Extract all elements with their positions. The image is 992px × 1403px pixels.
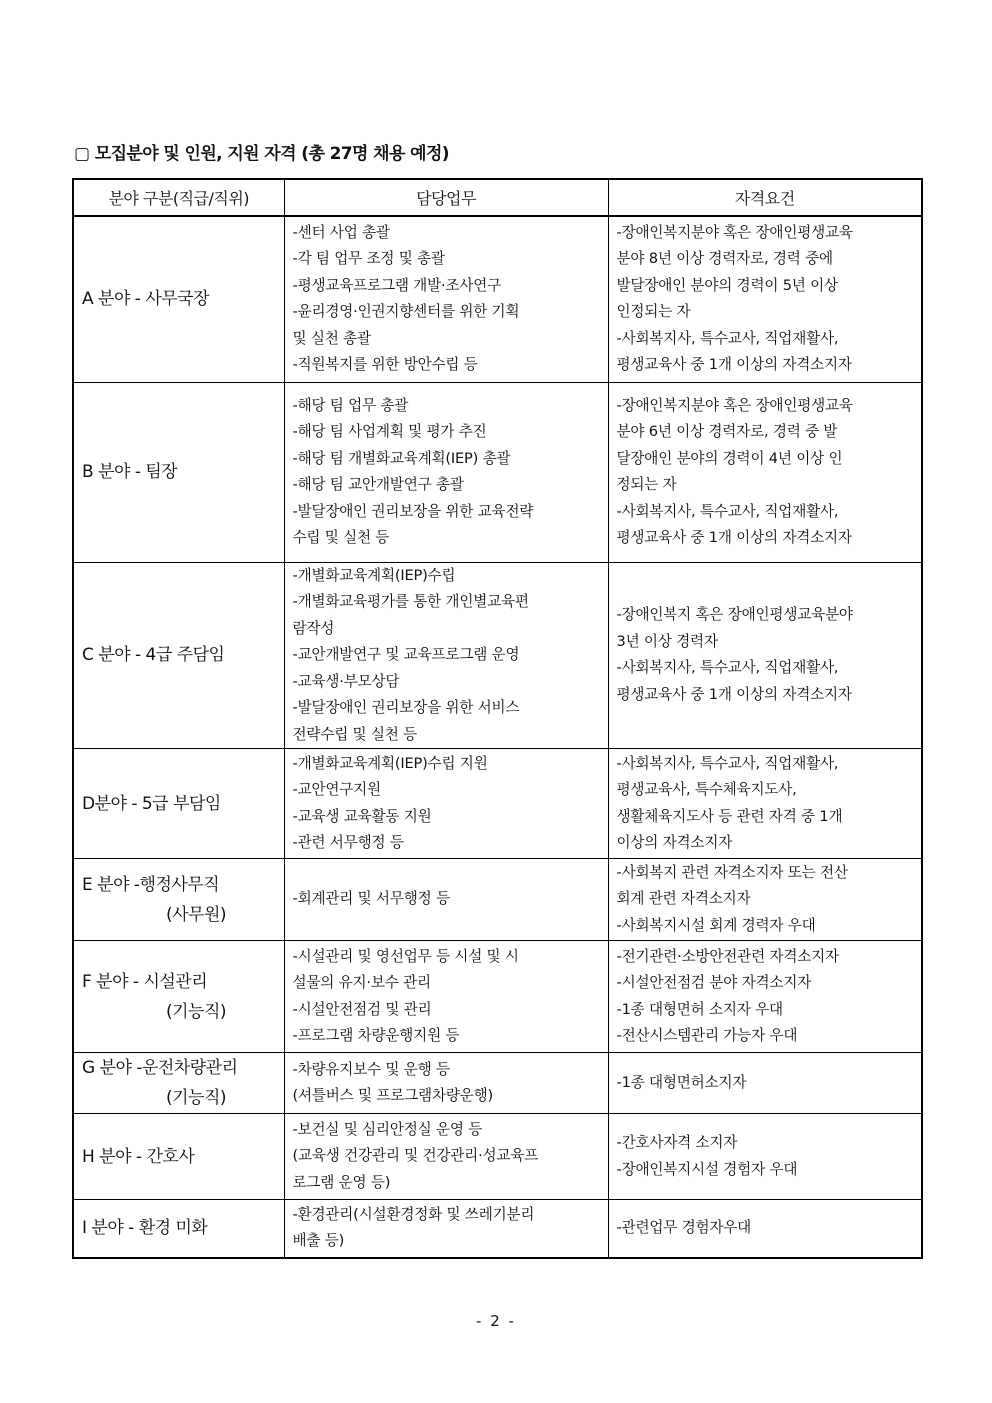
qualifications-cell-line: -1종 대형면허 소지자 우대 — [616, 1000, 783, 1018]
table-header-row — [73, 179, 922, 216]
qualifications-cell-line: -장애인복지시설 경험자 우대 — [616, 1160, 798, 1178]
duties-cell-line: -해당 팀 교안개발연구 총괄 — [292, 476, 464, 493]
recruitment-table — [72, 178, 923, 1259]
qualifications-cell — [608, 382, 922, 562]
duties-cell-line: 배출 등) — [292, 1232, 345, 1250]
duties-cell-line: -직원복지를 위한 방안수립 등 — [292, 356, 478, 374]
duties-cell — [284, 382, 608, 562]
table-row — [73, 1200, 922, 1258]
duties-cell — [284, 749, 608, 859]
duties-cell-line: -발달장애인 권리보장을 위한 서비스 — [292, 699, 520, 716]
duties-cell-line: -해당 팀 사업계획 및 평가 추진 — [292, 423, 487, 440]
category-cell-line: D분야 - 5급 부담임 — [82, 793, 221, 814]
section-title: ▢ 모집분야 및 인원, 지원 자격 (총 27명 채용 예정) — [74, 144, 449, 164]
category-cell — [73, 859, 284, 941]
header-category: 분야 구분(직급/직위) — [73, 179, 284, 216]
qualifications-cell-line: 분야 6년 이상 경력자로, 경력 중 발 — [616, 423, 838, 440]
qualifications-cell-line: -전기관련·소방안전관련 자격소지자 — [616, 947, 839, 965]
category-cell-line: E 분야 -행정사무직 — [82, 874, 220, 895]
table-row — [73, 216, 922, 382]
category-cell — [73, 1053, 284, 1114]
header-qualifications: 자격요건 — [608, 179, 922, 216]
duties-cell-line: 수립 및 실천 등 — [292, 529, 390, 546]
qualifications-cell — [608, 562, 922, 749]
qualifications-cell-line: 평생교육사 중 1개 이상의 자격소지자 — [616, 685, 852, 703]
duties-cell-line: -보건실 및 심리안정실 운영 등 — [292, 1120, 483, 1138]
qualifications-cell-line: 평생교육사, 특수체육지도사, — [616, 781, 797, 798]
category-cell — [73, 1114, 284, 1200]
qualifications-cell-line: -장애인복지분야 혹은 장애인평생교육 — [616, 223, 853, 241]
category-cell — [73, 1200, 284, 1258]
duties-cell — [284, 1200, 608, 1258]
duties-cell-line: -해당 팀 개별화교육계획(IEP) 총괄 — [292, 449, 511, 467]
qualifications-cell-line: 인정되는 자 — [616, 303, 691, 321]
qualifications-cell-line: -간호사자격 소지자 — [616, 1134, 738, 1151]
duties-cell-line: -교육생·부모상담 — [292, 672, 400, 690]
qualifications-cell-line: -1종 대형면허소지자 — [616, 1073, 747, 1091]
category-cell-line: (사무원) — [166, 904, 227, 925]
category-cell-line: G 분야 -운전차량관리 — [82, 1058, 238, 1078]
header-duties: 담당업무 — [284, 179, 608, 216]
category-cell — [73, 562, 284, 749]
duties-cell-line: -차량유지보수 및 운행 등 — [292, 1060, 450, 1078]
category-cell-line: F 분야 - 시설관리 — [82, 971, 208, 992]
qualifications-cell-line: -사회복지사, 특수교사, 직업재활사, — [616, 329, 839, 347]
duties-cell-line: 람작성 — [292, 619, 335, 637]
qualifications-cell-line: -전산시스템관리 가능자 우대 — [616, 1027, 798, 1044]
duties-cell-line: (교육생 건강관리 및 건강관리·성교육프 — [292, 1147, 539, 1165]
duties-cell-line: -윤리경영·인권지향센터를 위한 기획 — [292, 303, 520, 321]
qualifications-cell — [608, 1200, 922, 1258]
qualifications-cell — [608, 749, 922, 859]
category-cell-line: H 분야 - 간호사 — [82, 1146, 195, 1167]
qualifications-cell-line: -시설안전점검 분야 자격소지자 — [616, 974, 812, 991]
qualifications-cell — [608, 941, 922, 1053]
duties-cell-line: -각 팀 업무 조정 및 총괄 — [292, 250, 445, 268]
duties-cell — [284, 859, 608, 941]
duties-cell-line: -환경관리(시설환경정화 및 쓰레기분리 — [292, 1205, 535, 1223]
duties-cell-line: (셔틀버스 및 프로그램차량운행) — [292, 1087, 494, 1104]
duties-cell — [284, 1053, 608, 1114]
duties-cell-line: -발달장애인 권리보장을 위한 교육전략 — [292, 502, 534, 520]
duties-cell — [284, 216, 608, 382]
qualifications-cell-line: -사회복지사, 특수교사, 직업재활사, — [616, 754, 839, 772]
qualifications-cell-line: 회계 관련 자격소지자 — [616, 890, 751, 908]
qualifications-cell-line: -사회복지사, 특수교사, 직업재활사, — [616, 659, 839, 677]
category-cell-line: (기능직) — [166, 1001, 227, 1022]
qualifications-cell-line: 평생교육사 중 1개 이상의 자격소지자 — [616, 529, 852, 546]
qualifications-cell-line: 달장애인 분야의 경력이 4년 이상 인 — [616, 449, 843, 467]
qualifications-cell-line: -장애인복지분야 혹은 장애인평생교육 — [616, 396, 853, 414]
category-cell — [73, 941, 284, 1053]
qualifications-cell — [608, 1053, 922, 1114]
table-row — [73, 562, 922, 749]
qualifications-cell-line: 정되는 자 — [616, 476, 677, 493]
table-row — [73, 1114, 922, 1200]
category-cell — [73, 382, 284, 562]
qualifications-cell-line: 평생교육사 중 1개 이상의 자격소지자 — [616, 356, 852, 374]
duties-cell-line: 설물의 유지·보수 관리 — [292, 974, 431, 991]
duties-cell-line: 로그램 운영 등) — [292, 1173, 391, 1191]
duties-cell-line: -시설안전점검 및 관리 — [292, 1000, 432, 1018]
qualifications-cell-line: 이상의 자격소지자 — [616, 834, 733, 851]
qualifications-cell-line: 분야 8년 이상 경력자로, 경력 중에 — [616, 250, 833, 268]
duties-cell-line: -해당 팀 업무 총괄 — [292, 396, 409, 414]
duties-cell-line: -개별화교육계획(IEP)수립 — [292, 566, 456, 584]
qualifications-cell — [608, 1114, 922, 1200]
qualifications-cell — [608, 216, 922, 382]
table-row — [73, 859, 922, 941]
table-row — [73, 1053, 922, 1114]
duties-cell-line: 및 실천 총괄 — [292, 329, 371, 347]
duties-cell-line: -평생교육프로그램 개발·조사연구 — [292, 276, 502, 294]
duties-cell — [284, 1114, 608, 1200]
qualifications-cell-line: 생활체육지도사 등 관련 자격 중 1개 — [616, 807, 843, 825]
duties-cell-line: -시설관리 및 영선업무 등 시설 및 시 — [292, 947, 519, 965]
category-cell-line: A 분야 - 사무국장 — [82, 289, 210, 310]
category-cell-line: I 분야 - 환경 미화 — [82, 1218, 208, 1239]
qualifications-cell-line: 3년 이상 경력자 — [616, 632, 718, 650]
qualifications-cell — [608, 859, 922, 941]
qualifications-cell-line: -관련업무 경험자우대 — [616, 1219, 752, 1236]
qualifications-cell-line: -사회복지시설 회계 경력자 우대 — [616, 916, 816, 934]
duties-cell-line: -회계관리 및 서무행정 등 — [292, 890, 450, 908]
duties-cell-line: -프로그램 차량운행지원 등 — [292, 1027, 460, 1044]
qualifications-cell-line: -사회복지 관련 자격소지자 또는 전산 — [616, 863, 848, 881]
category-cell-line: (기능직) — [166, 1088, 227, 1108]
duties-cell-line: 전략수립 및 실천 등 — [292, 725, 417, 743]
table-row — [73, 382, 922, 562]
category-cell-line: C 분야 - 4급 주담임 — [82, 645, 225, 666]
duties-cell-line: -교안개발연구 및 교육프로그램 운영 — [292, 646, 520, 663]
duties-cell — [284, 941, 608, 1053]
qualifications-cell-line: -장애인복지 혹은 장애인평생교육분야 — [616, 606, 853, 624]
duties-cell — [284, 562, 608, 749]
qualifications-cell-line: -사회복지사, 특수교사, 직업재활사, — [616, 502, 839, 520]
table-row — [73, 941, 922, 1053]
page-number: - 2 - — [476, 1312, 516, 1330]
qualifications-cell-line: 발달장애인 분야의 경력이 5년 이상 — [616, 276, 838, 294]
category-cell — [73, 216, 284, 382]
duties-cell-line: -교안연구지원 — [292, 781, 381, 798]
duties-cell-line: -센터 사업 총괄 — [292, 223, 390, 241]
duties-cell-line: -교육생 교육활동 지원 — [292, 807, 432, 825]
duties-cell-line: -개별화교육평가를 통한 개인별교육편 — [292, 593, 529, 610]
duties-cell-line: -관련 서무행정 등 — [292, 834, 404, 851]
category-cell — [73, 749, 284, 859]
category-cell-line: B 분야 - 팀장 — [82, 462, 178, 482]
duties-cell-line: -개별화교육계획(IEP)수립 지원 — [292, 754, 488, 772]
table-row — [73, 749, 922, 859]
